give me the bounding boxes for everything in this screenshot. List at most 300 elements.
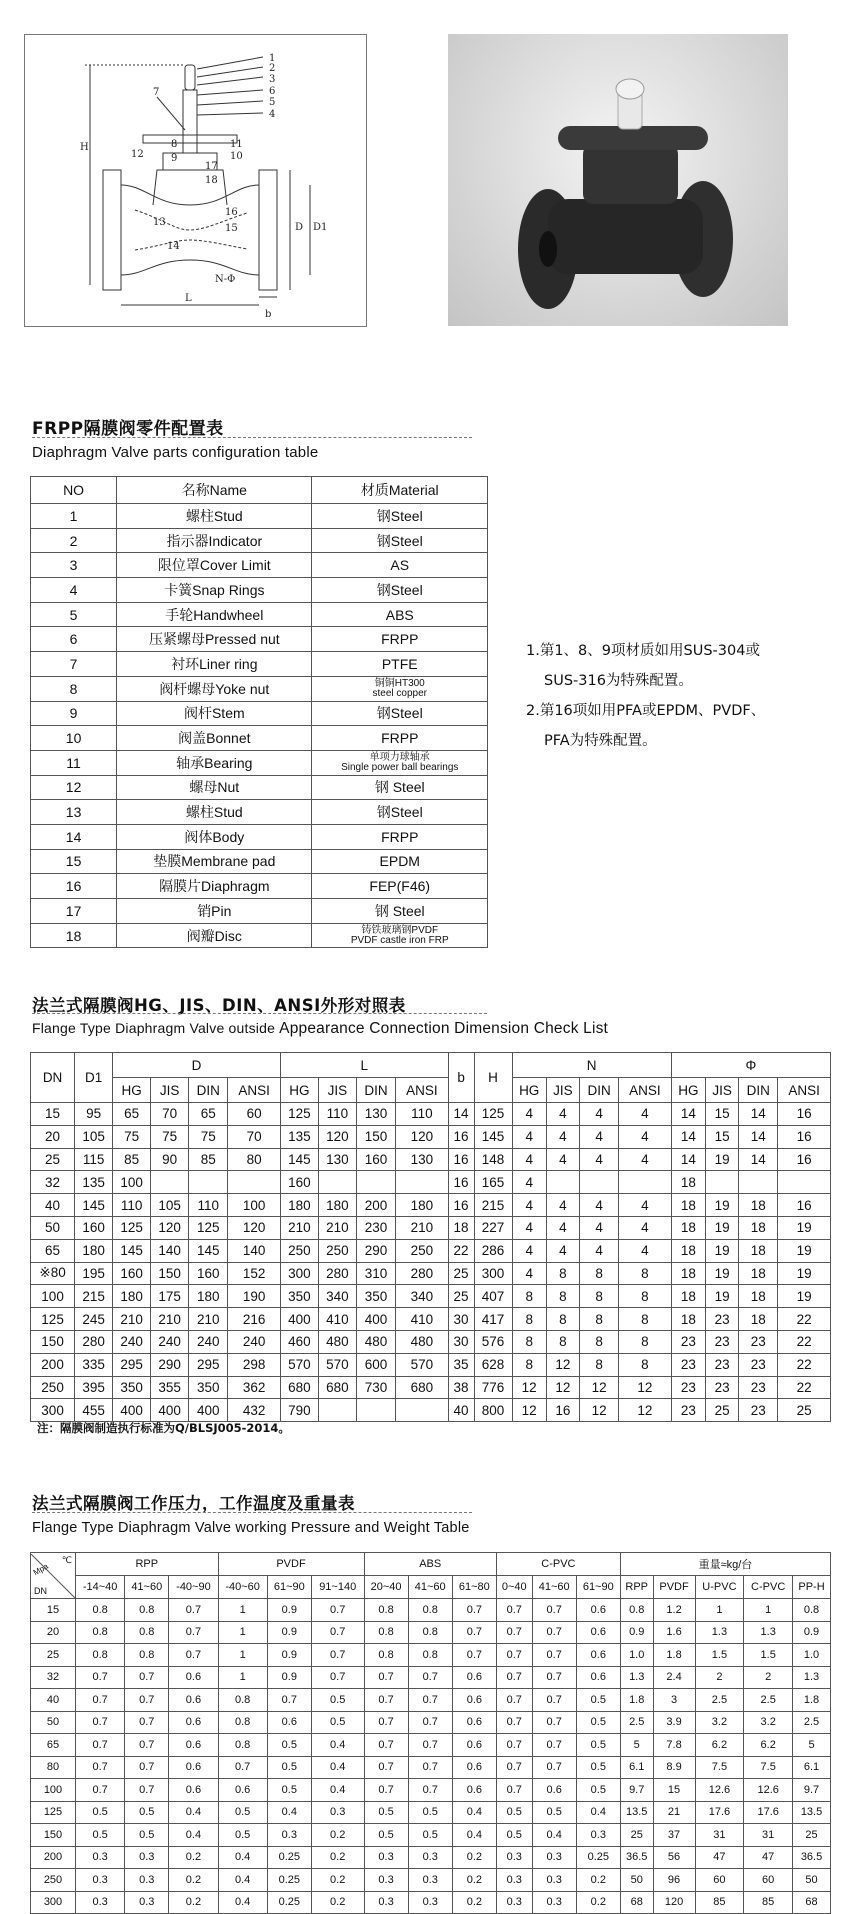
pressure-cell: 0.5: [576, 1734, 620, 1757]
pressure-sub-header: 20~40: [364, 1576, 408, 1599]
dimension-cell: 12: [512, 1399, 546, 1422]
dimension-sub-header: ANSI: [228, 1078, 281, 1103]
parts-row: [31, 750, 488, 775]
dimension-cell: [318, 1399, 356, 1422]
dimension-cell: 730: [356, 1376, 395, 1399]
dimension-cell: [396, 1171, 449, 1194]
dimension-row: [31, 1353, 831, 1376]
parts-row: [31, 676, 488, 701]
pressure-cell: 0.5: [267, 1734, 311, 1757]
pressure-cell: 125: [31, 1801, 76, 1824]
dimension-cell: 480: [396, 1330, 449, 1353]
pressure-cell: 56: [653, 1846, 695, 1869]
dimension-cell: 4: [546, 1216, 579, 1239]
dimension-cell: 12: [580, 1376, 619, 1399]
pressure-row: [31, 1824, 831, 1847]
dimension-cell: 16: [448, 1194, 474, 1217]
dimension-cell: 335: [75, 1353, 113, 1376]
dimension-cell: 4: [512, 1148, 546, 1171]
dimension-cell: 23: [739, 1399, 778, 1422]
dimension-cell: 300: [474, 1262, 512, 1285]
dimension-cell: 250: [31, 1376, 75, 1399]
parts-row: [31, 874, 488, 899]
parts-cell: [312, 676, 488, 701]
dimension-cell: 18: [739, 1194, 778, 1217]
dimension-cell: 215: [75, 1285, 113, 1308]
dimension-cell: [151, 1171, 189, 1194]
dimension-cell: 12: [580, 1399, 619, 1422]
dimension-cell: 32: [31, 1171, 75, 1194]
pressure-cell: 15: [31, 1599, 76, 1622]
pressure-cell: 0.3: [496, 1891, 532, 1914]
drawing-label-6: 6: [269, 86, 276, 97]
drawing-label-9: 9: [171, 153, 178, 164]
dimension-sub-header: HG: [113, 1078, 151, 1103]
pressure-cell: 0.6: [452, 1666, 496, 1689]
dimension-cell: 16: [448, 1148, 474, 1171]
drawing-label-7: 7: [153, 87, 160, 98]
parts-cell: 13: [31, 800, 117, 825]
dimension-cell: 407: [474, 1285, 512, 1308]
pressure-cell: 0.2: [169, 1891, 218, 1914]
parts-header-cell: 材质Material: [312, 477, 488, 504]
pressure-sub-header: 91~140: [311, 1576, 364, 1599]
pressure-cell: 0.3: [125, 1891, 169, 1914]
dimension-cell: 38: [448, 1376, 474, 1399]
dimension-cell: 362: [228, 1376, 281, 1399]
dimension-cell: 8: [512, 1285, 546, 1308]
parts-cell: 7: [31, 652, 117, 677]
dimension-cell: 4: [580, 1239, 619, 1262]
dimension-cell: 455: [75, 1399, 113, 1422]
pressure-row: [31, 1666, 831, 1689]
dimension-cell: 18: [448, 1216, 474, 1239]
dimension-cell: 25: [448, 1285, 474, 1308]
pressure-cell: 0.2: [311, 1891, 364, 1914]
dimension-cell: 50: [31, 1216, 75, 1239]
pressure-cell: 1: [218, 1644, 267, 1667]
dimension-cell: 19: [778, 1285, 831, 1308]
dimension-cell: 280: [75, 1330, 113, 1353]
pressure-cell: 0.6: [452, 1734, 496, 1757]
dimension-cell: 800: [474, 1399, 512, 1422]
pressure-cell: 250: [31, 1869, 76, 1892]
dimension-cell: 180: [75, 1239, 113, 1262]
dimension-row: [31, 1103, 831, 1126]
dimension-cell: 160: [356, 1148, 395, 1171]
parts-cell: 11: [31, 750, 117, 775]
dimension-cell: 480: [318, 1330, 356, 1353]
pressure-cell: 0.3: [76, 1846, 125, 1869]
dimension-cell: 19: [706, 1148, 739, 1171]
dimension-cell: 60: [228, 1103, 281, 1126]
drawing-label-H: H: [80, 142, 89, 153]
pressure-cell: 37: [653, 1824, 695, 1847]
pressure-row: [31, 1734, 831, 1757]
pressure-cell: 2.5: [793, 1711, 831, 1734]
dimension-cell: 4: [546, 1103, 579, 1126]
dimension-cell: 125: [31, 1308, 75, 1331]
dimension-cell: 19: [778, 1262, 831, 1285]
pressure-cell: 85: [744, 1891, 793, 1914]
dimension-cell: 140: [228, 1239, 281, 1262]
dimension-cell: 125: [474, 1103, 512, 1126]
pressure-cell: 0.4: [169, 1824, 218, 1847]
dimension-cell: 180: [396, 1194, 449, 1217]
dimension-sub-header: DIN: [739, 1078, 778, 1103]
dimension-cell: 180: [189, 1285, 228, 1308]
drawing-label-18: 18: [205, 175, 218, 186]
dimension-cell: 240: [151, 1330, 189, 1353]
pressure-cell: 0.6: [532, 1779, 576, 1802]
dimension-cell: 310: [356, 1262, 395, 1285]
pressure-title-en: Flange Type Diaphragm Valve working Pressure and Weight Table: [32, 1520, 470, 1536]
parts-cell-line: PVDF castle iron FRP: [350, 934, 449, 946]
dimension-cell: 395: [75, 1376, 113, 1399]
drawing-label-13: 13: [153, 217, 166, 228]
pressure-cell: 1: [695, 1599, 744, 1622]
dimension-cell: 8: [580, 1353, 619, 1376]
pressure-cell: 15: [653, 1779, 695, 1802]
dimension-cell: 22: [448, 1239, 474, 1262]
pressure-cell: 0.7: [311, 1644, 364, 1667]
corner-mpa-label: Mpa: [31, 1561, 50, 1578]
dimension-cell: 628: [474, 1353, 512, 1376]
parts-cell-line: 铸铁玻璃钢PVDF: [361, 924, 439, 936]
drawing-label-b: b: [265, 309, 272, 320]
drawing-label-15: 15: [225, 223, 238, 234]
dimension-cell: 145: [474, 1125, 512, 1148]
pressure-cell: 13.5: [793, 1801, 831, 1824]
dimension-cell: 160: [75, 1216, 113, 1239]
dimension-cell: 165: [474, 1171, 512, 1194]
pressure-cell: 2: [695, 1666, 744, 1689]
pressure-cell: 7.5: [695, 1756, 744, 1779]
dimension-sub-header: JIS: [318, 1078, 356, 1103]
pressure-cell: 0.4: [218, 1869, 267, 1892]
pressure-cell: 2.5: [744, 1689, 793, 1712]
dimension-cell: 12: [546, 1376, 579, 1399]
pressure-cell: 0.3: [532, 1846, 576, 1869]
pressure-cell: 0.25: [267, 1846, 311, 1869]
parts-cell: AS: [312, 553, 488, 578]
pressure-cell: 0.7: [364, 1779, 408, 1802]
parts-cell: 5: [31, 602, 117, 627]
dimension-cell: [619, 1171, 672, 1194]
dimension-cell: 75: [189, 1125, 228, 1148]
parts-cell: ABS: [312, 602, 488, 627]
pressure-cell: 0.3: [496, 1869, 532, 1892]
pressure-cell: 0.3: [364, 1891, 408, 1914]
pressure-cell: 0.7: [532, 1756, 576, 1779]
dimension-cell: 350: [356, 1285, 395, 1308]
parts-cell: 4: [31, 578, 117, 603]
parts-cell: 3: [31, 553, 117, 578]
dimension-cell: 400: [151, 1399, 189, 1422]
dimension-cell: 23: [706, 1330, 739, 1353]
pressure-cell: 0.7: [408, 1689, 452, 1712]
drawing-label-1: 1: [269, 53, 276, 64]
parts-cell: 螺柱Stud: [117, 504, 312, 529]
dimension-cell: 300: [280, 1262, 318, 1285]
pressure-cell: 1.8: [653, 1644, 695, 1667]
dimension-row: [31, 1194, 831, 1217]
dimension-cell: 16: [778, 1103, 831, 1126]
parts-row: [31, 899, 488, 924]
parts-cell: 阀瓣Disc: [117, 923, 312, 948]
dimension-cell: 23: [671, 1376, 705, 1399]
dimension-cell: 400: [113, 1399, 151, 1422]
pressure-cell: 0.8: [408, 1621, 452, 1644]
dimension-group-header: D1: [75, 1053, 113, 1103]
pressure-cell: 0.7: [125, 1734, 169, 1757]
dimension-sub-header: HG: [671, 1078, 705, 1103]
dimension-cell: 12: [512, 1376, 546, 1399]
dimension-cell: 100: [113, 1171, 151, 1194]
valve-technical-drawing: [24, 34, 367, 327]
parts-cell: 18: [31, 923, 117, 948]
pressure-cell: 0.7: [452, 1599, 496, 1622]
dimension-cell: 295: [189, 1353, 228, 1376]
dimension-cell: 145: [189, 1239, 228, 1262]
pressure-cell: 25: [31, 1644, 76, 1667]
pressure-cell: 0.7: [496, 1779, 532, 1802]
dimension-cell: 16: [448, 1171, 474, 1194]
dimension-cell: 23: [671, 1399, 705, 1422]
pressure-cell: 0.7: [311, 1621, 364, 1644]
dimension-cell: 160: [189, 1262, 228, 1285]
dimension-cell: 14: [448, 1103, 474, 1126]
pressure-cell: 0.5: [76, 1801, 125, 1824]
pressure-cell: 1.3: [793, 1666, 831, 1689]
drawing-label-3: 3: [269, 74, 276, 85]
pressure-row: [31, 1846, 831, 1869]
pressure-sub-header: 61~90: [576, 1576, 620, 1599]
pressure-corner-cell: [31, 1553, 76, 1599]
pressure-cell: 0.3: [125, 1846, 169, 1869]
pressure-cell: 0.7: [125, 1756, 169, 1779]
parts-cell-line: Single power ball bearings: [341, 761, 459, 773]
drawing-label-L: L: [185, 293, 192, 304]
pressure-cell: 68: [620, 1891, 653, 1914]
pressure-cell: 0.9: [267, 1666, 311, 1689]
dimension-cell: 18: [671, 1285, 705, 1308]
dimension-sub-header: DIN: [189, 1078, 228, 1103]
pressure-cell: 0.6: [452, 1756, 496, 1779]
pressure-sub-header: PVDF: [653, 1576, 695, 1599]
pressure-cell: 8.9: [653, 1756, 695, 1779]
dimension-cell: 160: [113, 1262, 151, 1285]
pressure-cell: 0.5: [267, 1756, 311, 1779]
dimension-group-header: D: [113, 1053, 281, 1078]
dimension-cell: 340: [318, 1285, 356, 1308]
pressure-cell: 0.6: [169, 1689, 218, 1712]
dimension-row: [31, 1171, 831, 1194]
dimension-sub-header: ANSI: [396, 1078, 449, 1103]
parts-row: [31, 923, 488, 948]
pressure-cell: 0.6: [576, 1666, 620, 1689]
pressure-cell: 6.1: [793, 1756, 831, 1779]
dimension-cell: 65: [113, 1103, 151, 1126]
dimension-cell: 210: [280, 1216, 318, 1239]
dimension-cell: 295: [113, 1353, 151, 1376]
pressure-cell: 1.0: [620, 1644, 653, 1667]
pressure-cell: 0.8: [620, 1599, 653, 1622]
pressure-cell: 0.5: [218, 1801, 267, 1824]
dimension-cell: 250: [318, 1239, 356, 1262]
dimension-group-header: b: [448, 1053, 474, 1103]
parts-row: [31, 701, 488, 726]
dimension-cell: 215: [474, 1194, 512, 1217]
pressure-cell: 0.3: [408, 1869, 452, 1892]
dimension-cell: 65: [31, 1239, 75, 1262]
dimension-cell: 227: [474, 1216, 512, 1239]
pressure-cell: 1.0: [793, 1644, 831, 1667]
pressure-cell: 17.6: [744, 1801, 793, 1824]
parts-cell: [312, 923, 488, 948]
dimension-cell: 18: [739, 1285, 778, 1308]
dimension-cell: 240: [113, 1330, 151, 1353]
dimension-cell: 12: [619, 1376, 672, 1399]
pressure-cell: 1.8: [793, 1689, 831, 1712]
dimension-cell: 4: [512, 1239, 546, 1262]
parts-cell: 钢Steel: [312, 504, 488, 529]
pressure-cell: 1.3: [620, 1666, 653, 1689]
pressure-cell: 0.7: [496, 1734, 532, 1757]
pressure-sub-header-row: [31, 1576, 831, 1599]
dimension-cell: 4: [546, 1125, 579, 1148]
pressure-cell: 0.7: [267, 1689, 311, 1712]
pressure-sub-header: 61~80: [452, 1576, 496, 1599]
dimension-group-header: Φ: [671, 1053, 830, 1078]
pressure-cell: 0.5: [125, 1801, 169, 1824]
parts-cell: 10: [31, 726, 117, 751]
dimension-cell: 210: [318, 1216, 356, 1239]
dimension-sub-header: ANSI: [619, 1078, 672, 1103]
dimension-cell: 110: [318, 1103, 356, 1126]
dimension-cell: 4: [580, 1216, 619, 1239]
dimension-title-en-a: Flange Type Diaphragm Valve outside: [32, 1020, 280, 1036]
dimension-cell: 680: [318, 1376, 356, 1399]
pressure-sub-header: -14~40: [76, 1576, 125, 1599]
dimension-cell: 100: [31, 1285, 75, 1308]
pressure-cell: 0.7: [496, 1711, 532, 1734]
dimension-cell: 18: [671, 1194, 705, 1217]
pressure-cell: 25: [793, 1824, 831, 1847]
pressure-cell: 0.2: [311, 1846, 364, 1869]
dimension-cell: [706, 1171, 739, 1194]
valve-photo-illustration: [448, 34, 788, 326]
pressure-cell: 0.8: [364, 1621, 408, 1644]
pressure-row: [31, 1621, 831, 1644]
pressure-cell: 0.25: [267, 1869, 311, 1892]
pressure-cell: 0.4: [452, 1801, 496, 1824]
pressure-cell: 0.7: [496, 1756, 532, 1779]
pressure-cell: 0.9: [267, 1621, 311, 1644]
pressure-cell: 25: [620, 1824, 653, 1847]
parts-cell: 手轮Handwheel: [117, 602, 312, 627]
pressure-cell: 60: [695, 1869, 744, 1892]
dimension-cell: 148: [474, 1148, 512, 1171]
pressure-cell: 1.2: [653, 1599, 695, 1622]
pressure-cell: 0.9: [620, 1621, 653, 1644]
dimension-title-zh: 法兰式隔膜阀HG、JIS、DIN、ANSI外形对照表: [32, 996, 406, 1015]
pressure-cell: 13.5: [620, 1801, 653, 1824]
pressure-cell: 0.5: [364, 1801, 408, 1824]
pressure-cell: 0.8: [218, 1689, 267, 1712]
dimension-cell: 15: [706, 1125, 739, 1148]
pressure-cell: 0.3: [311, 1801, 364, 1824]
pressure-group-header: ABS: [364, 1553, 496, 1576]
dimension-cell: 18: [739, 1262, 778, 1285]
pressure-row: [31, 1689, 831, 1712]
pressure-cell: 0.3: [267, 1824, 311, 1847]
drawing-label-14: 14: [167, 241, 180, 252]
dimension-row: [31, 1308, 831, 1331]
pressure-cell: 0.6: [169, 1734, 218, 1757]
pressure-cell: 0.2: [169, 1846, 218, 1869]
pressure-cell: 0.4: [311, 1779, 364, 1802]
pressure-cell: 0.3: [408, 1891, 452, 1914]
dimension-cell: 8: [619, 1308, 672, 1331]
pressure-cell: 0.2: [452, 1869, 496, 1892]
parts-cell: 钢 Steel: [312, 775, 488, 800]
dimension-cell: 115: [75, 1148, 113, 1171]
pressure-cell: 0.4: [218, 1846, 267, 1869]
dimension-cell: 8: [512, 1308, 546, 1331]
pressure-cell: 47: [744, 1846, 793, 1869]
parts-cell: 垫膜Membrane pad: [117, 849, 312, 874]
pressure-cell: 0.5: [496, 1801, 532, 1824]
pressure-cell: 1: [218, 1621, 267, 1644]
dimension-cell: 80: [228, 1148, 281, 1171]
dimension-cell: 4: [512, 1103, 546, 1126]
pressure-row: [31, 1644, 831, 1667]
drawing-label-2: 2: [269, 63, 276, 74]
parts-cell: FEP(F46): [312, 874, 488, 899]
pressure-cell: 1.5: [695, 1644, 744, 1667]
parts-cell: 15: [31, 849, 117, 874]
dimension-cell: 14: [739, 1125, 778, 1148]
parts-cell: FRPP: [312, 627, 488, 652]
pressure-cell: 0.8: [408, 1644, 452, 1667]
parts-cell: 压紧螺母Pressed nut: [117, 627, 312, 652]
dimension-cell: 150: [356, 1125, 395, 1148]
pressure-cell: 0.3: [76, 1869, 125, 1892]
pressure-cell: 0.7: [452, 1621, 496, 1644]
pressure-group-header: PVDF: [218, 1553, 364, 1576]
pressure-cell: 1.6: [653, 1621, 695, 1644]
parts-row: [31, 652, 488, 677]
dimension-cell: 14: [671, 1125, 705, 1148]
dimension-cell: 150: [31, 1330, 75, 1353]
dimension-cell: 4: [619, 1239, 672, 1262]
pressure-cell: 1: [218, 1666, 267, 1689]
pressure-row: [31, 1756, 831, 1779]
pressure-cell: 0.3: [532, 1891, 576, 1914]
dimension-cell: 680: [280, 1376, 318, 1399]
pressure-cell: 0.4: [311, 1734, 364, 1757]
dimension-cell: 240: [228, 1330, 281, 1353]
pressure-cell: 0.7: [532, 1734, 576, 1757]
dimension-cell: 280: [396, 1262, 449, 1285]
dimension-title-divider: [32, 1013, 487, 1014]
dimension-cell: 4: [546, 1148, 579, 1171]
parts-cell: 阀杆螺母Yoke nut: [117, 676, 312, 701]
dimension-cell: 4: [619, 1148, 672, 1171]
parts-cell-line: 单项力球轴承: [369, 751, 430, 763]
parts-row: [31, 528, 488, 553]
